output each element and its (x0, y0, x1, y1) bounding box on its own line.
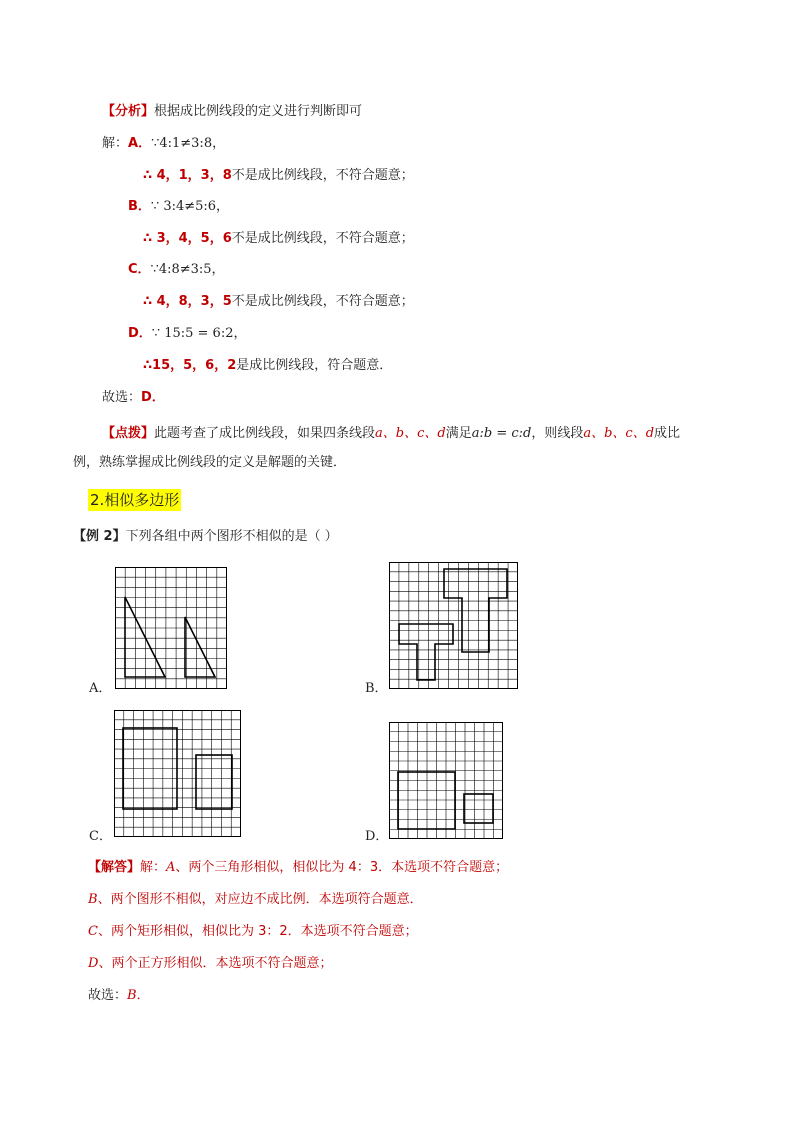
solution-d-text: 是成比例线段，符合题意． (236, 358, 393, 373)
solution-b-line (128, 198, 229, 216)
figure-a (115, 567, 227, 689)
solution-d-label: D． (128, 326, 152, 341)
answer-b-var: B (88, 892, 98, 907)
answer-lead: 解： (140, 860, 167, 875)
t-shape-small (399, 624, 453, 680)
comment-line-1 (102, 425, 680, 443)
section-title: 2.相似多边形 (90, 491, 180, 509)
example-question: 下列各组中两个图形不相似的是（ ） (125, 529, 338, 544)
solution-c-formula: ∵4:8≠3:5， (150, 262, 225, 277)
analysis-tag: 【分析】 (102, 104, 155, 119)
option-a-label[interactable]: A． (89, 681, 112, 696)
analysis-text: 根据成比例线段的定义进行判断即可 (154, 104, 363, 119)
example-tag: 【例 2】 (73, 529, 126, 544)
rectangle-c2 (196, 755, 232, 809)
comment-text-2: 满足 (445, 426, 472, 441)
solution-b-nums: ∴ 3，4，5，6 (143, 231, 232, 246)
comment-line-2: 例，熟练掌握成比例线段的定义是解题的关键． (73, 455, 347, 470)
answer-line-b (88, 891, 423, 909)
solution-d-formula: ∵ 15:5 = 6:2， (151, 326, 247, 341)
solution-answer-value: D． (141, 390, 165, 405)
answer-a-text: 、两个三角形相似，相似比为 4：3．本选项不符合题意； (175, 860, 509, 875)
answer-final-var: B (127, 988, 137, 1003)
figure-d (389, 722, 503, 839)
solution-a-formula: ∵4:1≠3:8， (151, 136, 226, 151)
grid-d (389, 722, 503, 839)
triangle-a1 (125, 597, 165, 677)
solution-a-nums: ∴ 4，1，3，8 (143, 168, 232, 183)
answer-final (88, 987, 150, 1005)
comment-text-4: 成比 (654, 426, 681, 441)
option-b-label[interactable]: B． (365, 681, 388, 696)
answer-d-text: 、两个正方形相似．本选项不符合题意； (98, 956, 333, 971)
answer-d-var: D (88, 956, 99, 971)
answer-line-d (88, 955, 332, 973)
option-d-label[interactable]: D． (365, 829, 389, 844)
solution-c-text: 不是成比例线段，不符合题意； (231, 294, 414, 309)
solution-b-label: B． (128, 199, 151, 214)
example-line (73, 528, 338, 546)
solution-d-conclusion (143, 357, 392, 375)
solution-a-conclusion (143, 167, 414, 185)
solution-a-line (102, 135, 225, 153)
comment-text-3: ，则线段 (531, 426, 584, 441)
solution-c-line (128, 261, 225, 279)
triangle-a2 (185, 617, 215, 677)
solution-d-line (128, 325, 246, 343)
solution-d-nums: ∴15，5，6，2 (143, 358, 237, 373)
analysis-line (102, 103, 362, 121)
answer-c-var: C (88, 924, 98, 939)
answer-b-text: 、两个图形不相似，对应边不成比例．本选项符合题意． (97, 892, 423, 907)
solution-c-label: C． (128, 262, 151, 277)
comment-tag: 【点拨】 (102, 426, 155, 441)
solution-lead: 解： (102, 136, 129, 151)
figure-c (114, 710, 241, 837)
solution-b-text: 不是成比例线段，不符合题意； (231, 231, 414, 246)
solution-answer-prefix: 故选： (102, 390, 142, 405)
figure-b (389, 562, 518, 689)
answer-line-c (88, 923, 418, 941)
comment-vars-1: a、b、c、d (375, 426, 446, 441)
comment-text-1: 此题考查了成比例线段，如果四条线段 (154, 426, 376, 441)
answer-line-a (88, 859, 508, 877)
answer-a-var: A (166, 860, 176, 875)
solution-answer (102, 389, 165, 407)
solution-b-formula: ∵ 3:4≠5:6， (150, 199, 230, 214)
grid-a (115, 567, 227, 689)
answer-c-text: 、两个矩形相似，相似比为 3：2．本选项不符合题意； (97, 924, 418, 939)
comment-vars-2: a、b、c、d (583, 426, 655, 441)
solution-c-nums: ∴ 4，8，3，5 (143, 294, 232, 309)
answer-final-dot: ． (136, 988, 150, 1003)
option-c-label[interactable]: C． (89, 829, 112, 844)
solution-a-text: 不是成比例线段，不符合题意； (231, 168, 414, 183)
answer-final-prefix: 故选： (88, 988, 128, 1003)
square-d2 (464, 794, 493, 823)
comment-formula: a:b = c:d (471, 426, 532, 441)
solution-c-conclusion (143, 293, 414, 311)
solution-a-label: A． (128, 136, 152, 151)
answer-tag: 【解答】 (88, 860, 141, 875)
solution-b-conclusion (143, 230, 414, 248)
